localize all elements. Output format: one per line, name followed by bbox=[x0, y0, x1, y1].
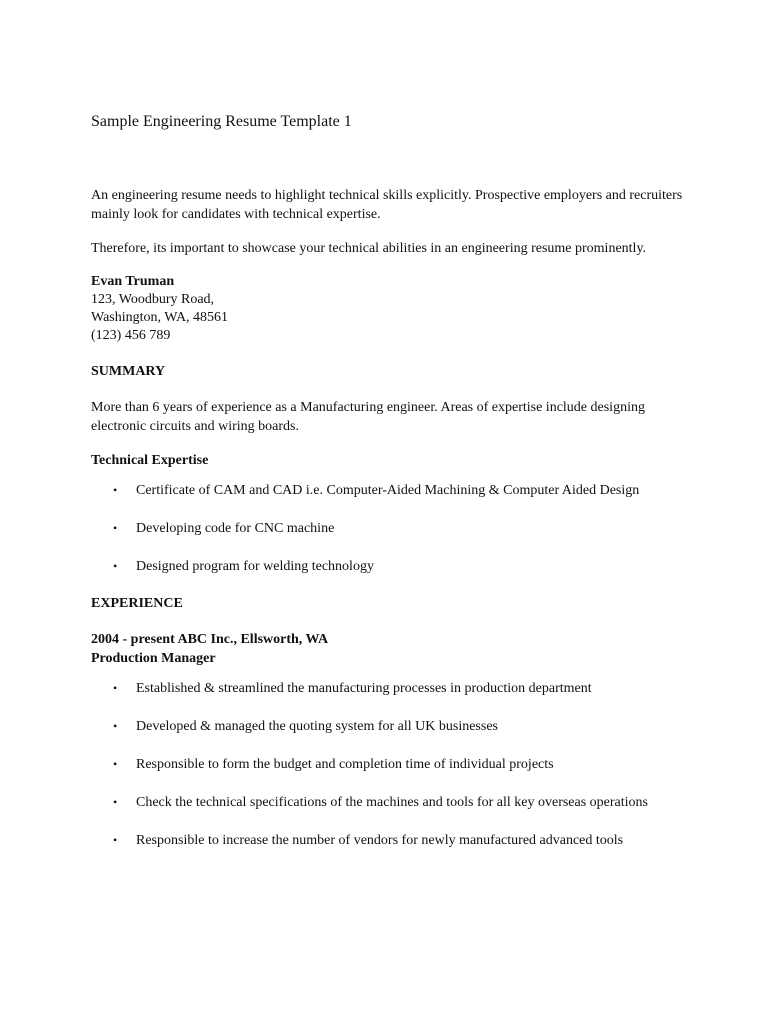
experience-heading: EXPERIENCE bbox=[91, 596, 183, 611]
bullet-icon: • bbox=[113, 681, 118, 695]
summary-heading: SUMMARY bbox=[91, 364, 166, 379]
list-item bbox=[91, 831, 691, 850]
list-item bbox=[91, 717, 691, 736]
contact-name: Evan Truman bbox=[91, 274, 175, 289]
intro-paragraph-1: An engineering resume needs to highlight technical skills explicitly. Prospective employers and recruiters mainly look for candidates with technical expertise. bbox=[91, 188, 683, 222]
list-item-text: Designed program for welding technology bbox=[136, 559, 374, 574]
list-item-text: Responsible to increase the number of vendors for newly manufactured advanced tools bbox=[136, 833, 624, 848]
bullet-icon: • bbox=[113, 833, 118, 847]
summary-text: More than 6 years of experience as a Manufacturing engineer. Areas of expertise include designing electronic circuits and wiring boards. bbox=[91, 400, 645, 434]
technical-expertise-list bbox=[91, 481, 691, 576]
bullet-icon: • bbox=[113, 719, 118, 733]
bullet-icon: • bbox=[113, 795, 118, 809]
bullet-icon: • bbox=[113, 483, 118, 497]
list-item bbox=[91, 755, 691, 774]
list-item bbox=[91, 557, 691, 576]
list-item-text: Certificate of CAM and CAD i.e. Computer-Aided Machining & Computer Aided Design bbox=[136, 483, 640, 498]
intro-paragraph-2: Therefore, its important to showcase your technical abilities in an engineering resume prominently. bbox=[91, 241, 647, 256]
list-item bbox=[91, 793, 691, 812]
list-item-text: Developed & managed the quoting system for all UK businesses bbox=[136, 719, 498, 734]
list-item bbox=[91, 481, 691, 500]
contact-phone: (123) 456 789 bbox=[91, 328, 171, 343]
list-item-text: Check the technical specifications of the machines and tools for all key overseas operations bbox=[136, 795, 648, 810]
job-title: Production Manager bbox=[91, 651, 216, 666]
document-title: Sample Engineering Resume Template 1 bbox=[91, 113, 352, 130]
list-item-text: Responsible to form the budget and completion time of individual projects bbox=[136, 757, 554, 772]
list-item bbox=[91, 679, 691, 698]
bullet-icon: • bbox=[113, 757, 118, 771]
job-line: 2004 - present ABC Inc., Ellsworth, WA bbox=[91, 632, 329, 647]
bullet-icon: • bbox=[113, 559, 118, 573]
contact-address-line-2: Washington, WA, 48561 bbox=[91, 310, 229, 325]
contact-block bbox=[91, 273, 691, 345]
list-item bbox=[91, 519, 691, 538]
bullet-icon: • bbox=[113, 521, 118, 535]
technical-expertise-heading: Technical Expertise bbox=[91, 453, 209, 468]
job-duties-list bbox=[91, 679, 691, 850]
list-item-text: Established & streamlined the manufacturing processes in production department bbox=[136, 681, 592, 696]
job-header bbox=[91, 630, 691, 668]
list-item-text: Developing code for CNC machine bbox=[136, 521, 335, 536]
resume-document bbox=[91, 110, 691, 869]
contact-address-line-1: 123, Woodbury Road, bbox=[91, 292, 215, 307]
